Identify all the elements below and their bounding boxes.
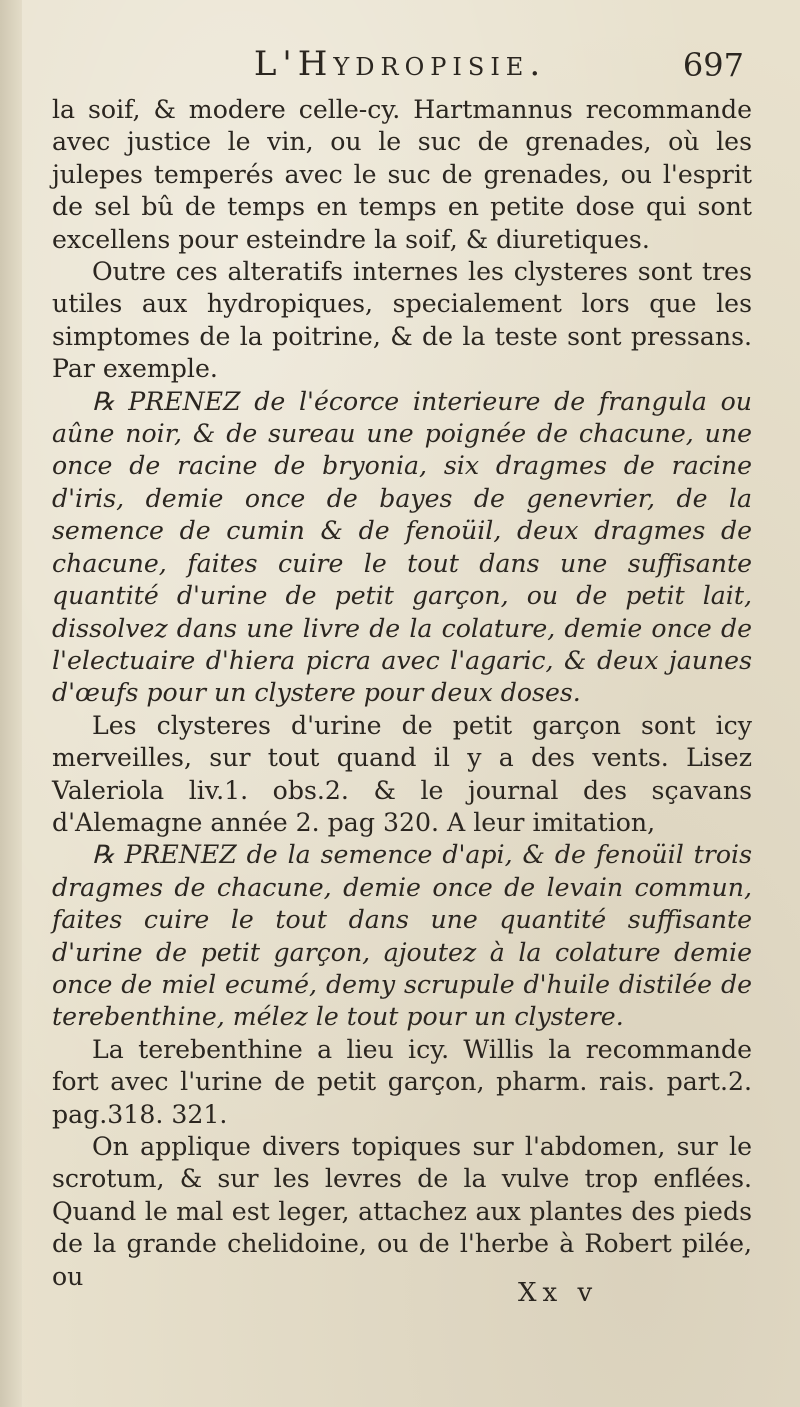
signature-mark: Xx v bbox=[518, 1278, 599, 1308]
page-header bbox=[0, 44, 800, 92]
page-footer bbox=[0, 1266, 800, 1306]
paragraph-topiques: On applique divers topiques sur l'abdomen, sur le scrotum, & sur les levres de la vulve trop enflées. Quand le mal est leger, attachez aux plantes des pieds de la grande chelidoine, ou de l'herbe à Robert pilée, ou bbox=[52, 1132, 752, 1291]
page-number: 697 bbox=[682, 46, 744, 84]
paragraph-terebenthine: La terebenthine a lieu icy. Willis la recommande fort avec l'urine de petit garçon, pharm. rais. part.2. pag.318. 321. bbox=[52, 1034, 752, 1129]
page-edge-shadow bbox=[0, 0, 22, 1407]
running-title: L'Hydropisie. bbox=[253, 44, 547, 84]
recipe-paragraph-2: ℞ PRENEZ de la semence d'api, & de fenoüil trois dragmes de chacune, demie once de levain commun, faites cuire le tout dans une quantité suffisante d'urine de petit garçon, ajoutez à la colature demie once de miel ecumé, demy scrupule d'huile distilée de terebenthine, mélez le tout pour un clystere. bbox=[52, 840, 752, 1032]
paragraph-urine: Les clysteres d'urine de petit garçon sont icy merveilles, sur tout quand il y a des vents. Lisez Valeriola liv.1. obs.2. & le journal des sçavans d'Alemagne année 2. pag 320. A leur imitation, bbox=[52, 710, 752, 837]
paragraph-continuation: la soif, & modere celle-cy. Hartmannus recommande avec justice le vin, ou le suc de grenades, où les julepes temperés avec le suc de grenades, ou l'esprit de sel bû de temps en temps en petite dose qui sont excellens pour esteindre la soif, & diuretiques. bbox=[52, 95, 752, 254]
recipe-paragraph-1: ℞ PRENEZ de l'écorce interieure de frangula ou aûne noir, & de sureau une poignée de chacune, une once de racine de bryonia, six dragmes de racine d'iris, demie once de bayes de genevrier, de la semence de cumin & de fenoüil, deux dragmes de chacune, faites cuire le tout dans une suffisante quantité d'urine de petit garçon, ou de petit lait, dissolvez dans une livre de la colature, demie once de l'electuaire d'hiera picra avec l'agaric, & deux jaunes d'œufs pour un clystere pour deux doses. bbox=[52, 386, 752, 708]
paragraph-clysteres: Outre ces alteratifs internes les clysteres sont tres utiles aux hydropiques, specialement lors que les simptomes de la poitrine, & de la teste sont pressans. Par exemple. bbox=[52, 257, 752, 384]
body-text bbox=[52, 94, 752, 1293]
